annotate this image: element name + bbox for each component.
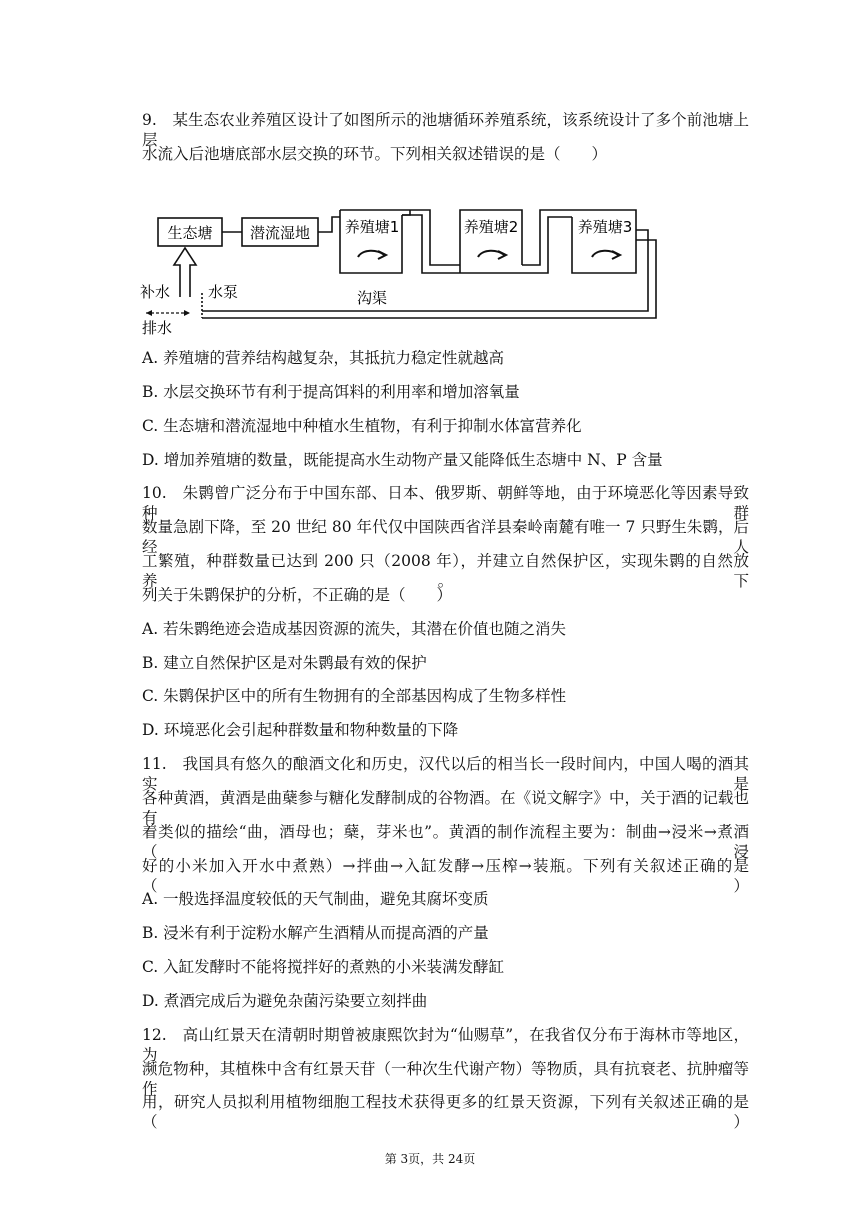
q10-stem-line-1: 10. 朱鹮曾广泛分布于中国东部、日本、俄罗斯、朝鲜等地，由于环境恶化等因素导致种群 [142,484,749,522]
q9-option-a: A. 养殖塘的营养结构越复杂，其抵抗力稳定性就越高 [142,349,505,367]
supply-label: 补水 [140,283,171,301]
q12-stem-line-3: 用，研究人员拟利用植物细胞工程技术获得更多的红景天资源，下列有关叙述正确的是（ ） [142,1093,749,1131]
q11-stem-line-1: 11. 我国具有悠久的酿酒文化和历史，汉代以后的相当长一段时间内，中国人喝的酒其实是 [142,755,749,793]
q11-option-b: B. 浸米有利于淀粉水解产生酒精从而提高酒的产量 [142,924,489,942]
page-footer: 第 3页，共 24页 [384,1152,476,1166]
q10-option-c: C. 朱鹮保护区中的所有生物拥有的全部基因构成了生物多样性 [142,687,567,705]
q12-stem-line-1: 12. 高山红景天在清朝时期曾被康熙饮封为“仙赐草”，在我省仅分布于海林市等地区，为 [142,1026,749,1064]
q10-option-a: A. 若朱鹮绝迹会造成基因资源的流失，其潜在价值也随之消失 [142,620,567,638]
eco-pond-label: 生态塘 [167,224,213,242]
pond3-label: 养殖塘3 [577,218,633,236]
q9-stem-line-1: 9. 某生态农业养殖区设计了如图所示的池塘循环养殖系统，该系统设计了多个前池塘上层 [142,111,749,149]
q11-option-a: A. 一般选择温度较低的天气制曲，避免其腐坏变质 [142,890,489,908]
q11-option-c: C. 入缸发酵时不能将搅拌好的煮熟的小米装满发酵缸 [142,958,505,976]
q10-stem-line-3: 工繁殖，种群数量已达到 200 只（2008 年），并建立自然保护区，实现朱鹮的自然放养。下 [142,552,749,590]
pond2-label: 养殖塘2 [463,218,519,236]
pump-label: 水泵 [208,283,239,301]
q10-option-b: B. 建立自然保护区是对朱鹮最有效的保护 [142,654,427,672]
q11-stem-line-2: 各种黄酒，黄酒是曲蘖参与糖化发酵制成的谷物酒。在《说文解字》中，关于酒的记载也有 [142,789,749,827]
q12-stem-line-2: 濒危物种，其植株中含有红景天苷（一种次生代谢产物）等物质，具有抗衰老、抗肿瘤等作 [142,1060,749,1098]
q9-option-d: D. 增加养殖塘的数量，既能提高水生动物产量又能降低生态塘中 N、P 含量 [142,451,663,469]
q11-option-d: D. 煮酒完成后为避免杂菌污染要立刻拌曲 [142,992,428,1010]
ditch-label: 沟渠 [356,289,388,307]
q9-stem-line-2: 水流入后池塘底部水层交换的环节。下列相关叙述错误的是（ ） [142,145,608,163]
q9-option-b: B. 水层交换环节有利于提高饵料的利用率和增加溶氧量 [142,383,520,401]
q11-stem-line-4: 好的小米加入开水中煮熟）→拌曲→入缸发酵→压榨→装瓶。下列有关叙述正确的是（ ） [142,857,749,895]
q10-stem-line-2: 数量急剧下降，至 20 世纪 80 年代仅中国陕西省洋县秦岭南麓有唯一 7 只野生朱鹮，后经人 [142,518,749,556]
q10-stem-line-4: 列关于朱鹮保护的分析，不正确的是（ ） [142,586,453,604]
q9-option-c: C. 生态塘和潜流湿地中种植水生植物，有利于抑制水体富营养化 [142,417,582,435]
pump-arrow [174,248,196,297]
q11-stem-line-3: 着类似的描绘“曲，酒母也；蘖，芽米也”。黄酒的制作流程主要为：制曲→浸米→煮酒（浸 [142,823,749,861]
pond1-swirl-icon [358,251,386,259]
wetland-label: 潜流湿地 [249,224,311,242]
pond2-swirl-icon [478,251,506,259]
ditch-pipe [202,230,648,311]
pond-circulation-diagram [140,205,670,340]
q10-option-d: D. 环境恶化会引起种群数量和物种数量的下降 [142,721,459,739]
drain-label: 排水 [142,319,173,337]
pond3-swirl-icon [592,251,620,259]
pond1-label: 养殖塘1 [344,218,400,236]
